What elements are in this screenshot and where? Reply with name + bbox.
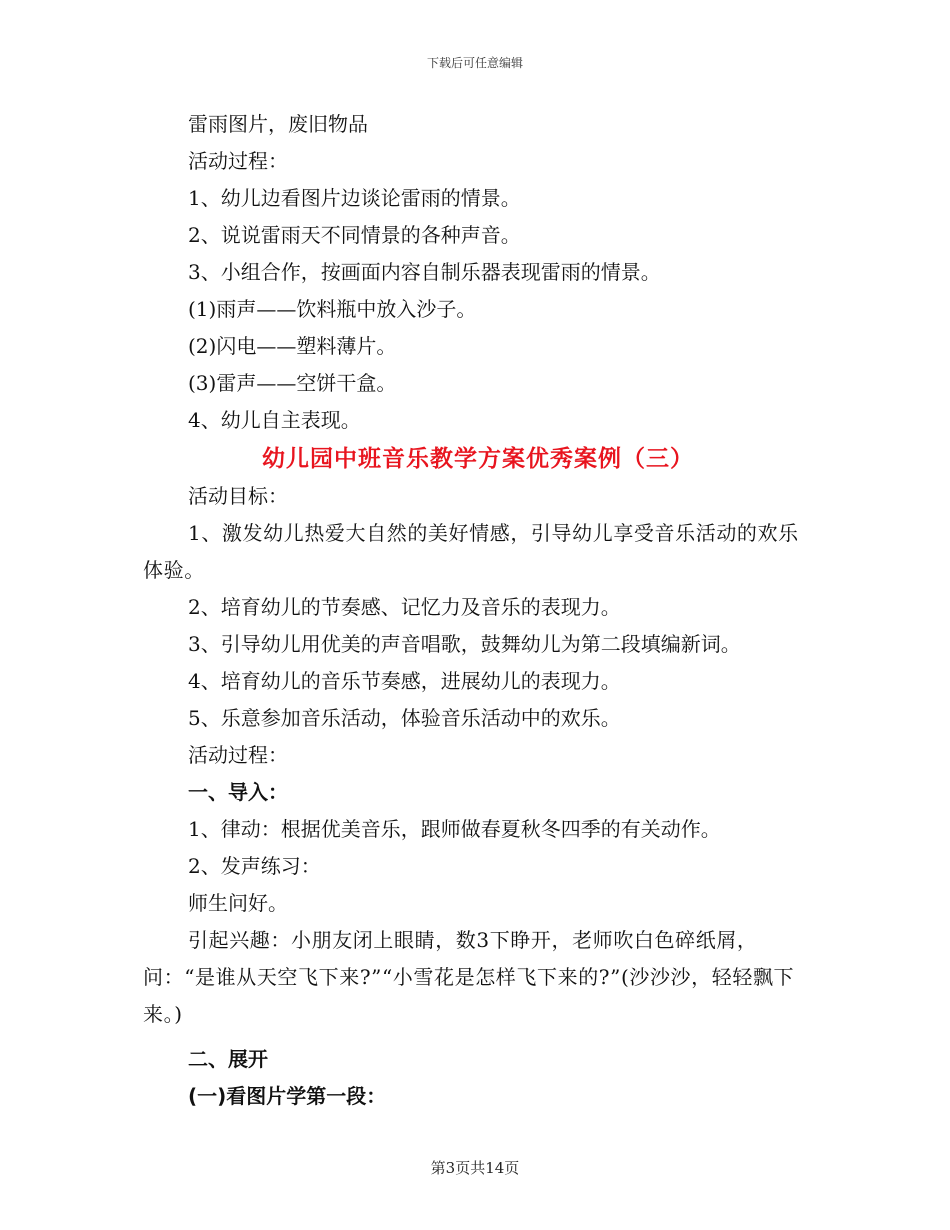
paragraph-goals-label: 活动目标： xyxy=(188,484,288,508)
paragraph-rhythm: 1、律动：根据优美音乐，跟师做春夏秋冬四季的有关动作。 xyxy=(188,817,721,841)
paragraph-sub-3: (3)雷声——空饼干盒。 xyxy=(188,371,397,395)
page-header: 下载后可任意编辑 xyxy=(426,56,523,70)
paragraph-intro-heading: 一、导入： xyxy=(188,780,288,804)
paragraph-goal-5: 5、乐意参加音乐活动，体验音乐活动中的欢乐。 xyxy=(188,706,621,730)
paragraph-sub-1: (1)雨声——饮料瓶中放入沙子。 xyxy=(188,297,477,321)
paragraph-goal-4: 4、培育幼儿的音乐节奏感，进展幼儿的表现力。 xyxy=(188,669,621,693)
paragraph-process-label-2: 活动过程： xyxy=(188,743,288,767)
paragraph-goal-2: 2、培育幼儿的节奏感、记忆力及音乐的表现力。 xyxy=(188,595,621,619)
paragraph-vocal: 2、发声练习： xyxy=(188,854,321,878)
paragraph-sub-2: (2)闪电——塑料薄片。 xyxy=(188,334,397,358)
paragraph-picture-heading: (一)看图片学第一段： xyxy=(188,1084,387,1108)
document-body xyxy=(143,106,813,1115)
paragraph-step-4: 4、幼儿自主表现。 xyxy=(188,408,361,432)
paragraph-goal-1: 1、激发幼儿热爱大自然的美好情感，引导幼儿享受音乐活动的欢乐体验。 xyxy=(143,521,799,582)
paragraph-step-2: 2、说说雷雨天不同情景的各种声音。 xyxy=(188,223,521,247)
paragraph-greeting: 师生问好。 xyxy=(188,891,288,915)
paragraph-step-1: 1、幼儿边看图片边谈论雷雨的情景。 xyxy=(188,186,521,210)
paragraph-interest: 引起兴趣：小朋友闭上眼睛，数3下睁开，老师吹白色碎纸屑，问：“是谁从天空飞下来?”“小雪花是怎样飞下来的?”(沙沙沙，轻轻飘下来。) xyxy=(143,928,795,1026)
paragraph-goal-3: 3、引导幼儿用优美的声音唱歌，鼓舞幼儿为第二段填编新词。 xyxy=(188,632,741,656)
paragraph-step-3: 3、小组合作，按画面内容自制乐器表现雷雨的情景。 xyxy=(188,260,661,284)
paragraph-expand-heading: 二、展开 xyxy=(188,1047,268,1071)
page-footer: 第3页共14页 xyxy=(430,1159,520,1177)
paragraph-materials: 雷雨图片，废旧物品 xyxy=(188,112,368,136)
paragraph-process-label: 活动过程： xyxy=(188,149,288,173)
section-heading: 幼儿园中班音乐教学方案优秀案例（三） xyxy=(262,446,694,472)
